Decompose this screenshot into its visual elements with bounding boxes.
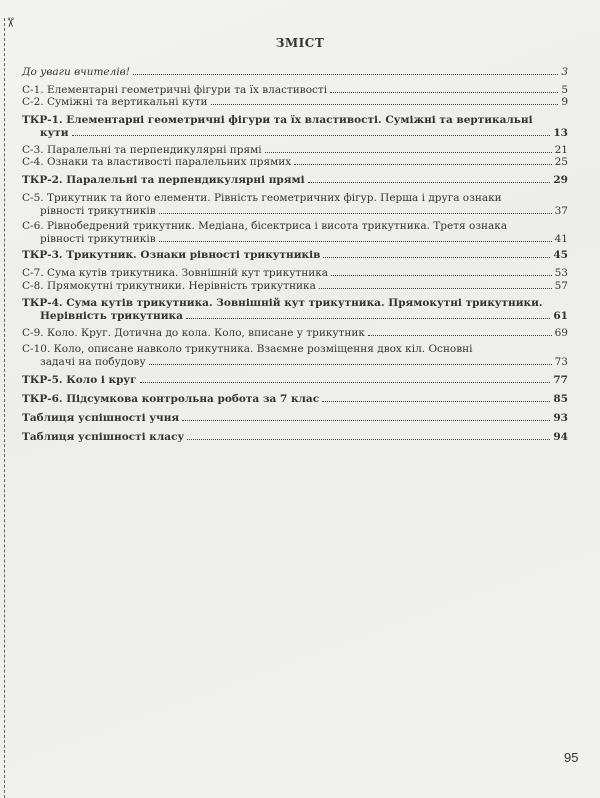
toc-entry-page: 94 (553, 431, 568, 443)
toc-entry-line (22, 280, 568, 293)
scissors-icon: ✂ (1, 17, 17, 28)
dot-leader (331, 275, 552, 276)
dot-leader (133, 74, 558, 75)
toc-entry-title: рівності трикутників (40, 232, 156, 245)
toc-entry-title: С-8. Прямокутні трикутники. Нерівність трикутника (22, 280, 316, 292)
page-number: 95 (564, 750, 579, 765)
dot-leader (72, 135, 551, 136)
toc-entry-line (22, 267, 568, 280)
toc-entry-title: ТКР-5. Коло і круг (22, 374, 137, 386)
toc-entry-line (22, 84, 568, 97)
dot-leader (187, 439, 550, 440)
toc-entry-title: кути (40, 126, 69, 139)
toc-entry (22, 374, 568, 387)
toc-entry (22, 84, 568, 97)
toc-entry (22, 267, 568, 280)
dot-leader (186, 318, 550, 319)
toc-entry (22, 220, 568, 245)
toc-entry-title: С-7. Сума кутів трикутника. Зовнішній кут трикутника (22, 267, 329, 279)
dot-leader (330, 92, 558, 93)
dot-leader (265, 152, 552, 153)
toc-entry-page: 93 (553, 412, 568, 424)
dot-leader (140, 382, 551, 383)
toc-entry-page: 37 (554, 204, 568, 217)
dot-leader (319, 288, 552, 289)
toc-entry-page: 45 (553, 249, 568, 261)
dot-leader (211, 104, 559, 105)
toc-entry-page: 3 (561, 66, 568, 78)
toc-entry (22, 66, 568, 79)
toc-entry-page: 53 (554, 267, 568, 279)
dot-leader (368, 335, 552, 336)
toc-entry-title: До уваги вчителів! (22, 66, 131, 78)
toc-entry (22, 174, 568, 187)
toc-entry-page: 85 (553, 393, 568, 405)
toc-entry-title: ТКР-3. Трикутник. Ознаки рівності трикутників (22, 249, 321, 261)
toc-entry-first-line: С-6. Рівнобедрений трикутник. Медіана, бісектриса і висота трикутника. Третя ознака (22, 220, 508, 232)
dot-leader (323, 257, 550, 258)
toc-entry-line (22, 205, 568, 218)
toc-entry-page: 9 (561, 96, 568, 108)
toc-entry-first-line: ТКР-4. Сума кутів трикутника. Зовнішній кут трикутника. Прямокутні трикутники. (22, 297, 543, 309)
toc-entry-line (22, 356, 568, 369)
toc-entry-page: 41 (554, 232, 568, 245)
dot-leader (159, 213, 552, 214)
toc-entry-line (22, 412, 568, 425)
toc-entry-page: 69 (554, 327, 568, 339)
cut-line (1, 17, 17, 798)
toc-entry (22, 393, 568, 406)
toc-entry-title: задачі на побудову (40, 355, 146, 368)
toc-entry-page: 29 (553, 174, 568, 186)
toc-entry-page: 77 (553, 374, 568, 386)
toc-entry-line (22, 174, 568, 187)
toc-entry-title: ТКР-6. Підсумкова контрольна робота за 7 клас (22, 393, 320, 405)
toc-entry-line (22, 431, 568, 444)
toc-entry-page: 21 (554, 144, 568, 156)
toc-entry-title: С-1. Елементарні геометричні фігури та їх властивості (22, 84, 328, 96)
toc-entry-first-line: С-10. Коло, описане навколо трикутника. Взаємне розміщення двох кіл. Основні (22, 343, 473, 355)
toc-entry-first-line: С-5. Трикутник та його елементи. Рівність геометричних фігур. Перша і друга ознаки (22, 192, 502, 204)
toc-entry-title: ТКР-2. Паралельні та перпендикулярні прямі (22, 174, 305, 186)
toc-entry-title: С-3. Паралельні та перпендикулярні прямі (22, 144, 262, 156)
toc-entry-line (22, 96, 568, 109)
toc-entry (22, 114, 568, 139)
toc-entry-line (22, 310, 568, 323)
dot-leader (149, 364, 552, 365)
toc-entry-line (22, 393, 568, 406)
dot-leader (182, 420, 550, 421)
toc-entry-page: 13 (553, 126, 568, 139)
toc-entry (22, 297, 568, 322)
dot-leader (294, 164, 551, 165)
toc-entry-line (22, 327, 568, 340)
page-title: ЗМІСТ (275, 36, 325, 50)
dot-leader (308, 182, 551, 183)
toc-entry-line (22, 127, 568, 140)
toc-entry (22, 431, 568, 444)
toc-entry-page: 5 (561, 84, 568, 96)
toc-entry-title: Таблиця успішності учня (22, 412, 180, 424)
toc-entry-title: Таблиця успішності класу (22, 431, 185, 443)
toc-entry-line (22, 156, 568, 169)
toc-entry (22, 249, 568, 262)
toc-entry-line (22, 249, 568, 262)
dot-leader (322, 401, 550, 402)
toc-entry-page: 73 (554, 355, 568, 368)
toc-entry-line (22, 374, 568, 387)
toc-entry-title: С-2. Суміжні та вертикальні кути (22, 96, 208, 108)
toc-entry-page: 25 (554, 156, 568, 168)
toc-entry-line (22, 144, 568, 157)
toc-entry-title: С-4. Ознаки та властивості паралельних прямих (22, 156, 292, 168)
toc-entry (22, 144, 568, 157)
toc-entry-page: 61 (553, 309, 568, 322)
toc-entry-page: 57 (554, 280, 568, 292)
toc-entry (22, 412, 568, 425)
toc-entry (22, 280, 568, 293)
toc-entry-title: рівності трикутників (40, 204, 156, 217)
toc-entry-first-line: ТКР-1. Елементарні геометричні фігури та їх властивості. Суміжні та вертикальні (22, 114, 533, 126)
toc-entry (22, 343, 568, 368)
dot-leader (159, 241, 552, 242)
toc-entry (22, 192, 568, 217)
toc-entry (22, 327, 568, 340)
toc-entry-line (22, 233, 568, 246)
toc-entry (22, 156, 568, 169)
toc-entry-title: Нерівність трикутника (40, 309, 183, 322)
toc-entry (22, 96, 568, 109)
toc-entry-title: С-9. Коло. Круг. Дотична до кола. Коло, вписане у трикутник (22, 327, 365, 339)
toc-entry-line (22, 66, 568, 79)
